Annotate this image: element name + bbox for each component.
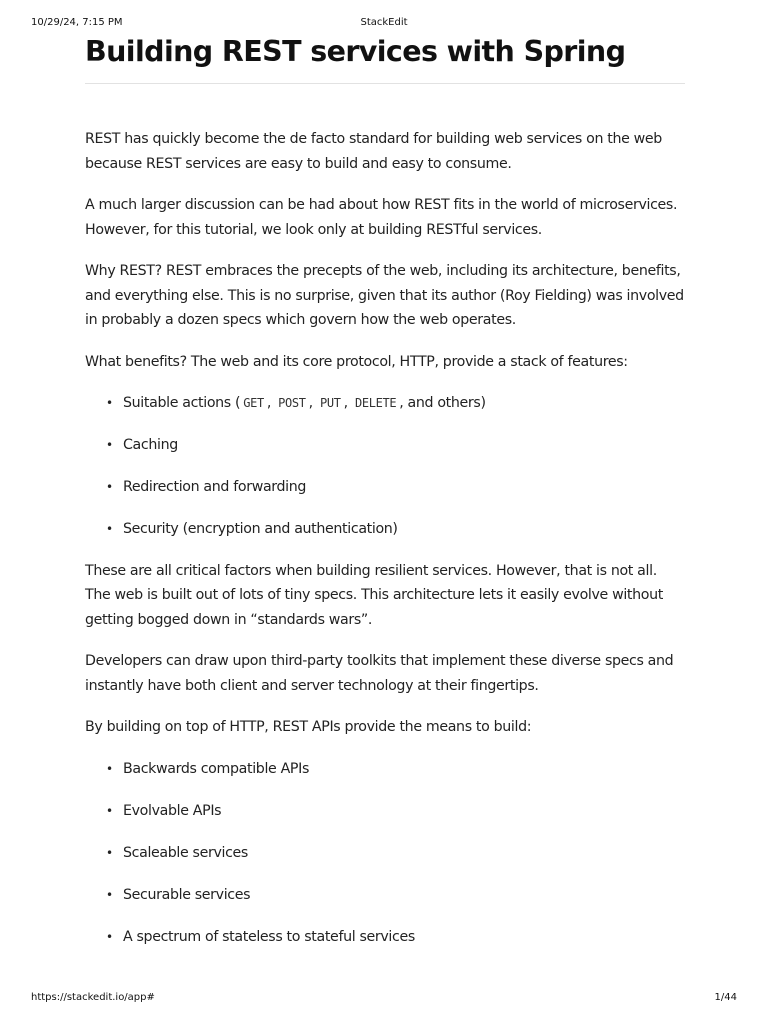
list-item <box>106 799 685 824</box>
separator: , <box>266 395 271 411</box>
list-item-text: Securable services <box>123 886 251 903</box>
paragraph-critical-factors: These are all critical factors when building resilient services. However, that is not all. The web is built out of lots of tiny specs. This architecture lets it easily evolve without getting bogged down in “standards wars”. <box>85 562 663 628</box>
paragraph-toolkits: Developers can draw upon third-party toolkits that implement these diverse specs and instantly have both client and server technology at their fingertips. <box>85 653 674 694</box>
bullet-icon: • <box>106 845 113 860</box>
paragraph-why-rest: Why REST? REST embraces the precepts of the web, including its architecture, benefits, and everything else. This is no surprise, given that its author (Roy Fielding) was involved in probably a dozen specs which govern how the web operates. <box>85 263 684 328</box>
code-delete: DELETE <box>354 396 397 410</box>
features-list <box>85 391 685 542</box>
bullet-icon: • <box>106 480 113 494</box>
paragraph-intro: REST has quickly become the de facto standard for building web services on the web because REST services are easy to build and easy to consume. <box>85 131 662 172</box>
separator: , <box>308 395 313 411</box>
list-item-text: A spectrum of stateless to stateful services <box>123 928 415 945</box>
list-item <box>106 883 685 908</box>
list-item-text: Evolvable APIs <box>123 802 222 819</box>
paragraph-benefits: What benefits? The web and its core protocol, HTTP, provide a stack of features: <box>85 353 628 370</box>
list-item-text: Redirection and forwarding <box>123 479 307 495</box>
print-app-title: StackEdit <box>360 17 408 28</box>
document-content <box>85 32 685 966</box>
bullet-icon: • <box>106 438 113 452</box>
bullet-icon: • <box>106 929 113 944</box>
print-footer <box>31 992 737 1006</box>
list-item-text: Security (encryption and authentication) <box>123 521 398 537</box>
list-item-suffix: , and others) <box>399 395 486 411</box>
code-get: GET <box>243 396 264 410</box>
paragraph-build-means: By building on top of HTTP, REST APIs provide the means to build: <box>85 719 532 735</box>
code-put: PUT <box>320 396 341 410</box>
page-number: 1/44 <box>714 992 737 1003</box>
list-item <box>106 475 685 500</box>
list-item-text: Caching <box>123 437 178 453</box>
list-item-text: Backwards compatible APIs <box>123 760 310 777</box>
bullet-icon: • <box>106 803 113 818</box>
list-item <box>106 517 685 542</box>
list-item-text: Suitable actions ( <box>123 395 241 411</box>
bullet-icon: • <box>106 522 113 536</box>
list-item <box>106 391 685 416</box>
list-item <box>106 757 685 782</box>
bullet-icon: • <box>106 396 113 410</box>
bullet-icon: • <box>106 761 113 776</box>
print-header <box>31 17 737 31</box>
list-item <box>106 925 685 950</box>
list-item-text: Scaleable services <box>123 844 248 861</box>
document-body <box>85 127 685 949</box>
page-title: Building REST services with Spring <box>85 32 685 84</box>
bullet-icon: • <box>106 887 113 902</box>
list-item <box>106 433 685 458</box>
separator: , <box>343 395 348 411</box>
paragraph-microservices: A much larger discussion can be had about how REST fits in the world of microservices. However, for this tutorial, we look only at building RESTful services. <box>85 197 678 238</box>
code-post: POST <box>278 396 306 410</box>
api-benefits-list <box>85 757 685 950</box>
print-date: 10/29/24, 7:15 PM <box>31 17 123 28</box>
source-url-link[interactable]: https://stackedit.io/app# <box>31 992 155 1003</box>
list-item <box>106 841 685 866</box>
